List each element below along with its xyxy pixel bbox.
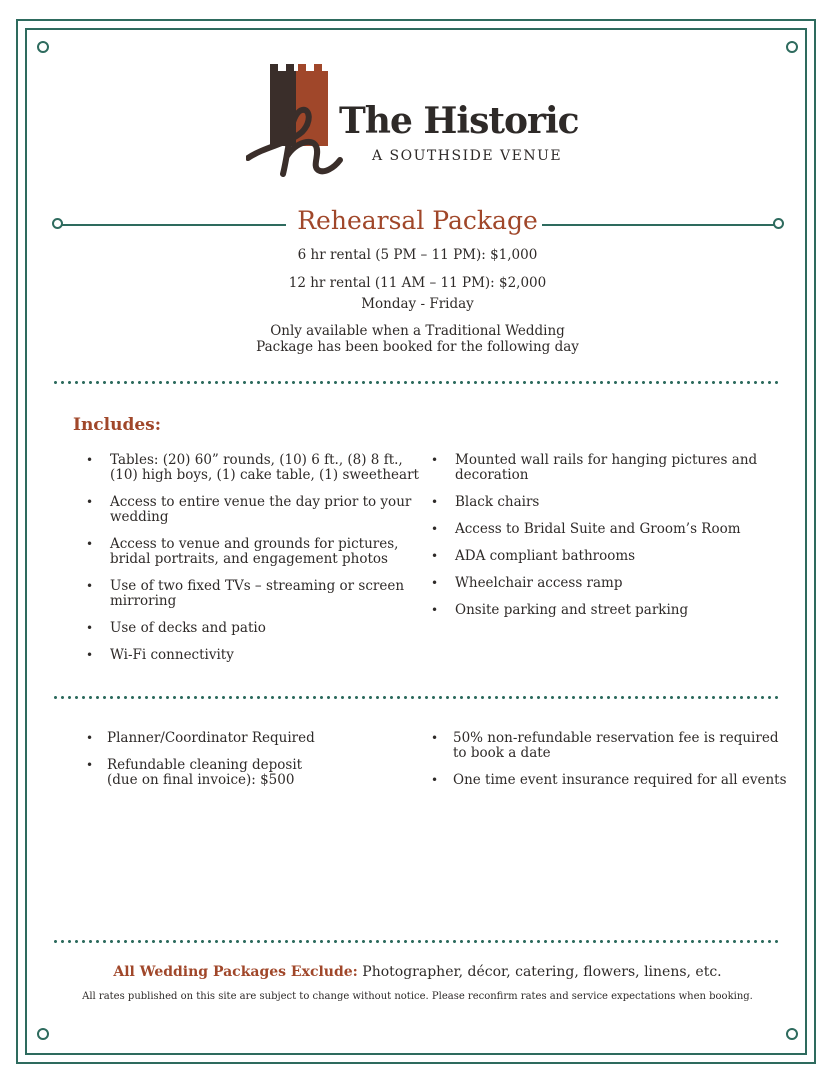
bullet-icon: • <box>431 603 439 617</box>
brand-name: The Historic <box>339 100 579 142</box>
rental-6hr-price: 6 hr rental (5 PM – 11 PM): $1,000 <box>297 247 538 263</box>
list-item: • ADA compliant bathrooms <box>431 548 636 564</box>
list-item: • One time event insurance required for all events <box>431 772 787 788</box>
dotted-divider <box>52 696 782 699</box>
list-item: • 50% non-refundable reservation fee is required to book a date <box>431 730 779 761</box>
corner-ornament-bottom-left <box>37 1028 49 1040</box>
bullet-icon: • <box>431 522 439 536</box>
exclusions-label: All Wedding Packages Exclude: <box>113 964 358 980</box>
package-title: Rehearsal Package <box>297 206 538 235</box>
bullet-icon: • <box>86 537 94 551</box>
list-item: • Wi-Fi connectivity <box>86 647 234 663</box>
exclusions-line <box>0 964 835 980</box>
bullet-icon: • <box>431 453 439 467</box>
list-item: • Mounted wall rails for hanging pictures and decoration <box>431 452 758 483</box>
bullet-icon: • <box>86 731 94 745</box>
requirements-list-left <box>86 731 326 788</box>
list-item: • Access to venue and grounds for pictures, bridal portraits, and engagement photos <box>86 536 399 567</box>
list-item: • Onsite parking and street parking <box>431 602 689 618</box>
list-item: • Wheelchair access ramp <box>431 575 623 591</box>
includes-list-right <box>431 453 761 618</box>
brand-tagline: A SOUTHSIDE VENUE <box>372 148 563 164</box>
includes-list-left <box>86 453 426 663</box>
bullet-icon: • <box>431 495 439 509</box>
bullet-icon: • <box>86 579 94 593</box>
bullet-icon: • <box>86 621 94 635</box>
list-item: • Refundable cleaning deposit (due on final invoice): $500 <box>86 757 303 788</box>
disclaimer-note: All rates published on this site are subject to change without notice. Please reconfirm rates and service expectations when booking. <box>82 991 753 1002</box>
corner-ornament-bottom-right <box>786 1028 798 1040</box>
corner-ornament-top-left <box>37 41 49 53</box>
bullet-icon: • <box>86 648 94 662</box>
dotted-divider <box>52 381 782 384</box>
bullet-icon: • <box>431 549 439 563</box>
list-item: • Planner/Coordinator Required <box>86 730 315 746</box>
list-item: • Access to Bridal Suite and Groom’s Room <box>431 521 741 537</box>
bullet-icon: • <box>431 773 439 787</box>
bullet-icon: • <box>86 453 94 467</box>
dotted-divider <box>52 940 782 943</box>
bullet-icon: • <box>86 495 94 509</box>
availability-note-line2: Package has been booked for the following day <box>256 339 579 355</box>
list-item: • Use of two fixed TVs – streaming or screen mirroring <box>86 578 405 609</box>
availability-note-line1: Only available when a Traditional Wedding <box>270 323 565 339</box>
bullet-icon: • <box>431 731 439 745</box>
requirements-list-right <box>431 731 796 788</box>
list-item: • Access to entire venue the day prior to your wedding <box>86 494 412 525</box>
bullet-icon: • <box>86 758 94 772</box>
list-item: • Use of decks and patio <box>86 620 266 636</box>
available-days: Monday - Friday <box>361 296 474 312</box>
rental-12hr-price: 12 hr rental (11 AM – 11 PM): $2,000 <box>288 275 547 291</box>
bullet-icon: • <box>431 576 439 590</box>
exclusions-items: Photographer, décor, catering, flowers, linens, etc. <box>357 964 722 980</box>
list-item: • Tables: (20) 60” rounds, (10) 6 ft., (8) 8 ft., (10) high boys, (1) cake table, (1) sweetheart <box>86 452 419 483</box>
list-item: • Black chairs <box>431 494 540 510</box>
includes-heading: Includes: <box>73 415 162 435</box>
corner-ornament-top-right <box>786 41 798 53</box>
